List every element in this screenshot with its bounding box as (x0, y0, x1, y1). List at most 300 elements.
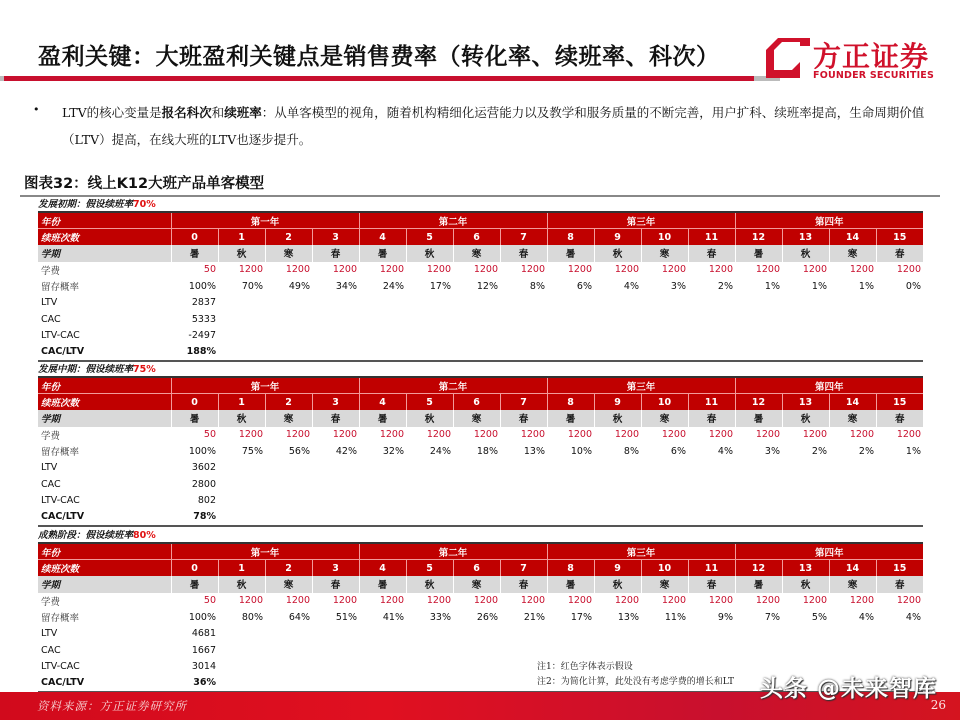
fee-cell: 1200 (426, 595, 451, 607)
empty-cell (782, 493, 829, 510)
fee-cell: 1200 (379, 595, 404, 607)
empty-cell (312, 509, 359, 526)
retention-cell: 51% (335, 611, 357, 623)
empty-cell (359, 460, 406, 477)
empty-cell (829, 344, 876, 361)
fee-cell: 1200 (755, 429, 780, 441)
empty-cell (688, 509, 735, 526)
empty-cell (547, 311, 594, 328)
retention-cell: 100% (188, 280, 216, 292)
empty-cell (594, 626, 641, 643)
term-cell: 秋 (406, 410, 453, 427)
renew-count-cell: 11 (688, 229, 735, 246)
row-label: 留存概率 (41, 447, 80, 459)
empty-cell (735, 311, 782, 328)
empty-cell (218, 659, 265, 676)
founder-securities-logo (766, 38, 951, 84)
fee-cell: 1200 (849, 264, 874, 276)
ltv-row (38, 295, 923, 312)
empty-cell (359, 311, 406, 328)
empty-cell (265, 476, 312, 493)
year-header: 第三年 (547, 212, 735, 229)
renew-count-cell: 6 (453, 394, 500, 411)
renew-count-cell: 6 (453, 229, 500, 246)
row-label: 学费 (41, 430, 61, 442)
empty-cell (688, 460, 735, 477)
fee-cell: 1200 (520, 429, 545, 441)
renew-count-cell: 11 (688, 560, 735, 577)
fee-cell: 1200 (520, 595, 545, 607)
empty-cell (265, 659, 312, 676)
fee-cell: 1200 (238, 429, 263, 441)
fee-cell: 1200 (332, 429, 357, 441)
phase-label (38, 363, 923, 376)
fee-cell: 1200 (567, 264, 592, 276)
fee-cell: 1200 (802, 595, 827, 607)
renew-count-cell: 1 (218, 229, 265, 246)
model-block (38, 198, 923, 362)
empty-cell (218, 509, 265, 526)
fee-cell: 1200 (285, 429, 310, 441)
renew-count-cell: 10 (641, 394, 688, 411)
empty-cell (218, 675, 265, 692)
empty-cell (218, 311, 265, 328)
fee-cell: 1200 (332, 595, 357, 607)
retention-cell: 1% (811, 280, 827, 292)
row-label: LTV (41, 297, 58, 309)
watermark: 头条 @未来智库 (760, 676, 938, 702)
row-label: 续班次数 (38, 560, 171, 577)
empty-cell (453, 626, 500, 643)
retention-cell: 75% (241, 445, 263, 457)
year-header: 第四年 (735, 377, 923, 394)
empty-cell (265, 295, 312, 312)
term-cell: 寒 (641, 245, 688, 262)
empty-cell (265, 311, 312, 328)
note-2: 注2：为简化计算，此处没有考虑学费的增长和LT (537, 677, 734, 687)
empty-cell (406, 659, 453, 676)
term-cell: 暑 (359, 576, 406, 593)
term-cell: 暑 (547, 410, 594, 427)
empty-cell (265, 344, 312, 361)
term-cell: 暑 (735, 245, 782, 262)
empty-cell (641, 626, 688, 643)
empty-cell (876, 493, 923, 510)
empty-cell (500, 626, 547, 643)
empty-cell (735, 328, 782, 345)
value-cell: 3014 (191, 661, 216, 673)
empty-cell (500, 476, 547, 493)
renew-count-cell: 3 (312, 394, 359, 411)
empty-cell (782, 626, 829, 643)
empty-cell (735, 493, 782, 510)
row-label: 学费 (41, 265, 61, 277)
renew-count-cell: 9 (594, 560, 641, 577)
term-cell: 暑 (359, 410, 406, 427)
bullet-marker: • (33, 103, 40, 116)
retention-cell: 11% (664, 611, 686, 623)
renew-count-cell: 0 (171, 560, 218, 577)
empty-cell (312, 626, 359, 643)
term-cell: 暑 (171, 576, 218, 593)
empty-cell (547, 328, 594, 345)
term-cell: 寒 (453, 245, 500, 262)
empty-cell (359, 626, 406, 643)
ltv-minus-cac-row (38, 493, 923, 510)
term-cell: 暑 (171, 410, 218, 427)
year-header: 第三年 (547, 377, 735, 394)
fee-cell: 1200 (285, 595, 310, 607)
retention-cell: 0% (905, 280, 921, 292)
empty-cell (218, 476, 265, 493)
row-label: 留存概率 (41, 613, 80, 625)
row-label: LTV (41, 462, 58, 474)
empty-cell (547, 493, 594, 510)
renew-count-cell: 8 (547, 229, 594, 246)
empty-cell (359, 295, 406, 312)
ltv-row (38, 626, 923, 643)
empty-cell (406, 509, 453, 526)
para-text: LTV的核心变量是 (62, 105, 162, 120)
renew-count-cell: 9 (594, 229, 641, 246)
logo-text-en: FOUNDER SECURITIES (813, 70, 935, 81)
phase-label (38, 529, 923, 542)
empty-cell (688, 493, 735, 510)
empty-cell (641, 328, 688, 345)
year-row (38, 377, 923, 394)
renew-count-cell: 12 (735, 560, 782, 577)
fee-cell: 1200 (896, 264, 921, 276)
row-label: 学期 (38, 576, 171, 593)
fee-cell: 1200 (661, 429, 686, 441)
term-cell: 寒 (641, 410, 688, 427)
figure-title: 图表32：线上K12大班产品单客模型 (24, 176, 265, 192)
empty-cell (547, 460, 594, 477)
renew-count-cell: 4 (359, 229, 406, 246)
term-cell: 秋 (594, 410, 641, 427)
empty-cell (312, 311, 359, 328)
term-cell: 寒 (265, 410, 312, 427)
fee-row (38, 427, 923, 444)
fee-cell: 1200 (473, 429, 498, 441)
retention-cell: 2% (811, 445, 827, 457)
renew-count-cell: 14 (829, 394, 876, 411)
value-cell: 36% (171, 675, 218, 692)
empty-cell (641, 344, 688, 361)
term-cell: 春 (876, 576, 923, 593)
empty-cell (406, 295, 453, 312)
term-cell: 春 (312, 245, 359, 262)
empty-cell (218, 493, 265, 510)
renew-count-cell: 14 (829, 560, 876, 577)
year-header: 第一年 (171, 543, 359, 560)
empty-cell (218, 642, 265, 659)
empty-cell (735, 626, 782, 643)
retention-cell: 5% (811, 611, 827, 623)
renew-count-cell: 0 (171, 394, 218, 411)
renewal-rate-assumption: 70% (133, 199, 156, 210)
empty-cell (359, 642, 406, 659)
renew-count-cell: 8 (547, 560, 594, 577)
retention-cell: 8% (529, 280, 545, 292)
empty-cell (547, 476, 594, 493)
empty-cell (359, 493, 406, 510)
fee-cell: 1200 (379, 429, 404, 441)
year-header: 第二年 (359, 543, 547, 560)
value-cell: 4681 (191, 628, 216, 640)
retention-cell: 13% (617, 611, 639, 623)
empty-cell (312, 642, 359, 659)
empty-cell (782, 509, 829, 526)
source-citation: 资料来源：方正证券研究所 (37, 699, 187, 713)
empty-cell (688, 295, 735, 312)
term-cell: 春 (312, 576, 359, 593)
value-cell: 802 (197, 495, 216, 507)
empty-cell (547, 626, 594, 643)
fee-cell: 1200 (520, 264, 545, 276)
term-cell: 寒 (453, 410, 500, 427)
empty-cell (406, 493, 453, 510)
empty-cell (876, 328, 923, 345)
empty-cell (453, 295, 500, 312)
empty-cell (500, 509, 547, 526)
model-block (38, 529, 923, 693)
fee-cell: 1200 (661, 264, 686, 276)
renewal-rate-assumption: 75% (133, 364, 156, 375)
fee-cell: 1200 (473, 595, 498, 607)
fee-cell: 1200 (238, 264, 263, 276)
renew-count-cell: 4 (359, 560, 406, 577)
empty-cell (500, 493, 547, 510)
retention-cell: 26% (476, 611, 498, 623)
empty-cell (218, 344, 265, 361)
empty-cell (829, 476, 876, 493)
empty-cell (265, 328, 312, 345)
empty-cell (829, 311, 876, 328)
empty-cell (688, 626, 735, 643)
row-label: CAC (41, 478, 61, 490)
empty-cell (500, 295, 547, 312)
term-cell: 暑 (735, 410, 782, 427)
year-header: 第二年 (359, 212, 547, 229)
fee-cell: 1200 (849, 595, 874, 607)
retention-cell: 4% (858, 611, 874, 623)
cac-over-ltv-row (38, 509, 923, 526)
model-block (38, 363, 923, 527)
empty-cell (312, 460, 359, 477)
retention-cell: 1% (858, 280, 874, 292)
value-cell: -2497 (188, 330, 216, 342)
renew-count-cell: 13 (782, 560, 829, 577)
year-header: 第二年 (359, 377, 547, 394)
retention-cell: 12% (476, 280, 498, 292)
retention-cell: 17% (570, 611, 592, 623)
renew-count-cell: 8 (547, 394, 594, 411)
renew-count-cell: 3 (312, 560, 359, 577)
renew-count-cell: 12 (735, 394, 782, 411)
empty-cell (453, 344, 500, 361)
term-row (38, 576, 923, 593)
fee-cell: 1200 (896, 429, 921, 441)
retention-cell: 9% (717, 611, 733, 623)
term-cell: 寒 (453, 576, 500, 593)
empty-cell (406, 626, 453, 643)
empty-cell (265, 460, 312, 477)
retention-row (38, 278, 923, 295)
empty-cell (641, 460, 688, 477)
fee-cell: 1200 (379, 264, 404, 276)
term-row (38, 245, 923, 262)
retention-cell: 49% (288, 280, 310, 292)
term-cell: 春 (312, 410, 359, 427)
row-label: 学期 (38, 245, 171, 262)
empty-cell (735, 460, 782, 477)
renew-count-cell: 1 (218, 394, 265, 411)
renew-count-cell: 3 (312, 229, 359, 246)
retention-cell: 56% (288, 445, 310, 457)
renew-count-cell: 11 (688, 394, 735, 411)
empty-cell (829, 328, 876, 345)
fee-cell: 1200 (614, 595, 639, 607)
empty-cell (594, 476, 641, 493)
renew-count-row (38, 394, 923, 411)
empty-cell (453, 642, 500, 659)
empty-cell (453, 311, 500, 328)
retention-cell: 6% (670, 445, 686, 457)
term-cell: 秋 (782, 576, 829, 593)
empty-cell (782, 642, 829, 659)
renew-count-cell: 2 (265, 560, 312, 577)
row-label: LTV-CAC (41, 495, 80, 507)
fee-cell: 1200 (708, 429, 733, 441)
term-cell: 春 (500, 576, 547, 593)
fee-cell: 1200 (332, 264, 357, 276)
term-cell: 暑 (171, 245, 218, 262)
phase-text: 成熟阶段：假设续班率 (38, 530, 134, 541)
intro-paragraph (62, 99, 932, 153)
cac-row (38, 476, 923, 493)
fee-cell: 1200 (285, 264, 310, 276)
fee-row (38, 593, 923, 610)
empty-cell (312, 344, 359, 361)
empty-cell (500, 642, 547, 659)
retention-cell: 21% (523, 611, 545, 623)
empty-cell (265, 626, 312, 643)
term-cell: 寒 (265, 245, 312, 262)
retention-cell: 4% (905, 611, 921, 623)
term-row (38, 410, 923, 427)
empty-cell (735, 295, 782, 312)
empty-cell (594, 642, 641, 659)
retention-cell: 1% (764, 280, 780, 292)
term-cell: 春 (688, 410, 735, 427)
fee-cell: 1200 (567, 595, 592, 607)
term-cell: 秋 (218, 245, 265, 262)
empty-cell (594, 295, 641, 312)
retention-cell: 13% (523, 445, 545, 457)
ltv-minus-cac-row (38, 328, 923, 345)
empty-cell (500, 328, 547, 345)
empty-cell (688, 642, 735, 659)
term-cell: 寒 (641, 576, 688, 593)
term-cell: 秋 (406, 576, 453, 593)
term-cell: 秋 (594, 576, 641, 593)
empty-cell (359, 675, 406, 692)
retention-cell: 18% (476, 445, 498, 457)
retention-cell: 4% (623, 280, 639, 292)
renew-count-row (38, 560, 923, 577)
term-cell: 秋 (218, 410, 265, 427)
retention-cell: 24% (382, 280, 404, 292)
empty-cell (641, 295, 688, 312)
empty-cell (453, 460, 500, 477)
value-cell: 1667 (191, 644, 216, 656)
term-cell: 秋 (782, 410, 829, 427)
empty-cell (782, 460, 829, 477)
renew-count-cell: 13 (782, 394, 829, 411)
empty-cell (735, 344, 782, 361)
empty-cell (453, 328, 500, 345)
empty-cell (641, 493, 688, 510)
empty-cell (547, 642, 594, 659)
page-title: 盈利关键：大班盈利关键点是销售费率（转化率、续班率、科次） (38, 44, 720, 70)
empty-cell (829, 626, 876, 643)
empty-cell (453, 659, 500, 676)
empty-cell (312, 476, 359, 493)
empty-cell (735, 476, 782, 493)
renew-count-cell: 6 (453, 560, 500, 577)
row-label: 年份 (38, 543, 171, 560)
empty-cell (500, 311, 547, 328)
empty-cell (594, 493, 641, 510)
empty-cell (218, 295, 265, 312)
term-cell: 秋 (218, 576, 265, 593)
renew-count-cell: 15 (876, 394, 923, 411)
retention-cell: 32% (382, 445, 404, 457)
empty-cell (594, 509, 641, 526)
retention-cell: 2% (858, 445, 874, 457)
term-cell: 秋 (782, 245, 829, 262)
fee-cell: 1200 (661, 595, 686, 607)
para-bold-term: 报名科次 (161, 105, 212, 120)
retention-cell: 3% (764, 445, 780, 457)
notes (537, 660, 734, 690)
fee-row (38, 262, 923, 279)
renew-count-cell: 2 (265, 394, 312, 411)
row-label: LTV-CAC (41, 330, 80, 342)
empty-cell (406, 311, 453, 328)
term-cell: 春 (876, 245, 923, 262)
term-cell: 春 (500, 410, 547, 427)
empty-cell (594, 460, 641, 477)
renew-count-cell: 12 (735, 229, 782, 246)
fee-cell: 1200 (708, 264, 733, 276)
renew-count-cell: 15 (876, 560, 923, 577)
year-header: 第三年 (547, 543, 735, 560)
empty-cell (265, 642, 312, 659)
retention-cell: 4% (717, 445, 733, 457)
term-cell: 秋 (406, 245, 453, 262)
empty-cell (594, 344, 641, 361)
renew-count-cell: 7 (500, 394, 547, 411)
row-label: 学期 (38, 410, 171, 427)
retention-cell: 42% (335, 445, 357, 457)
term-cell: 春 (500, 245, 547, 262)
value-cell: 2800 (191, 478, 216, 490)
fee-cell: 1200 (849, 429, 874, 441)
empty-cell (782, 476, 829, 493)
empty-cell (641, 642, 688, 659)
